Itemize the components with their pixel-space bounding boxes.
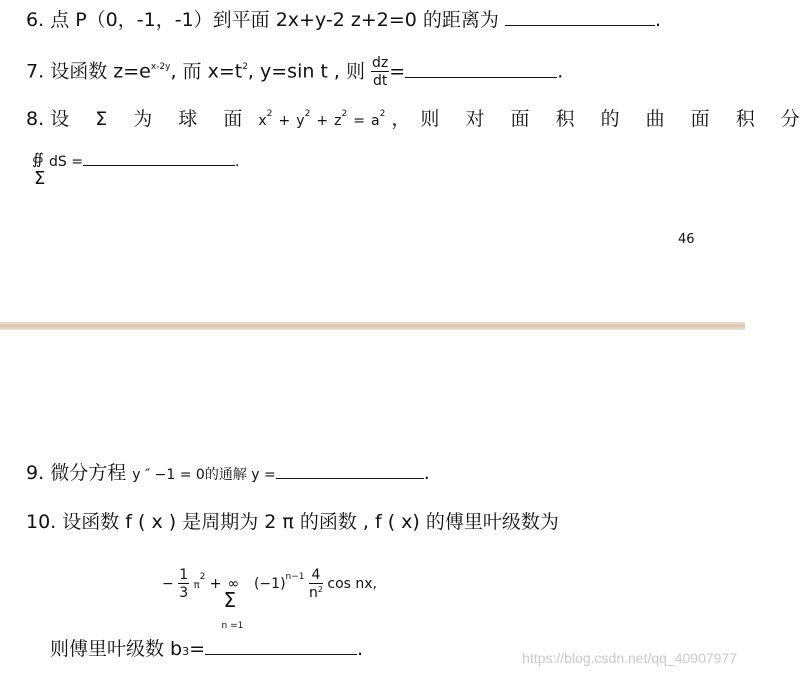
series-sign-exp: n−1: [285, 572, 305, 582]
page-top: [0, 0, 810, 322]
q10-text: 设函数 f ( x ) 是周期为 2 π 的函数 , f ( x) 的傅里叶级数为: [62, 511, 559, 533]
q9-answer-blank[interactable]: [276, 460, 424, 479]
series-term-fraction: [309, 568, 323, 600]
q10-answer-blank[interactable]: [205, 636, 357, 655]
q6-number: 6.: [26, 9, 45, 31]
surface-integral-symbol: [32, 150, 50, 190]
q8-equals: =: [353, 113, 365, 129]
q10b-equals: =: [189, 638, 206, 660]
q8-a: a: [371, 113, 380, 129]
q9-text-b: 的通解 y =: [204, 467, 276, 483]
page-divider: [0, 322, 745, 330]
q7-equals: =: [389, 60, 406, 83]
page-bottom: [0, 330, 745, 678]
question-10-b3: [50, 636, 363, 664]
summation-symbol: [221, 560, 250, 631]
series-term-den: [309, 584, 323, 600]
q8-plus-2: +: [316, 113, 329, 129]
q8-x: x: [258, 113, 267, 129]
q7-period: .: [557, 60, 564, 83]
series-tail: cos nx,: [327, 576, 378, 592]
q6-answer-blank[interactable]: [505, 7, 655, 26]
series-coef-den: 3: [179, 585, 189, 601]
q7-mid: , 而 x=t: [170, 60, 243, 83]
q10b-text: 则傅里叶级数 b: [50, 638, 183, 660]
q9-equation: y ″ −1 = 0: [132, 467, 205, 483]
q8-z-sq: 2: [341, 109, 348, 119]
q8-y: y: [296, 113, 305, 129]
page-number: 46: [678, 232, 695, 247]
q8-a-sq: 2: [379, 109, 386, 119]
q10b-subscript: 3: [182, 645, 190, 658]
summation-lower-limit: n =1: [221, 621, 244, 631]
q8-number: 8.: [26, 108, 45, 130]
q6-period: .: [654, 9, 661, 31]
q8-text-a: 设 Σ 为 球 面: [50, 108, 253, 130]
series-plus: +: [209, 576, 222, 592]
q8-plus-1: +: [278, 113, 291, 129]
q8b-period: .: [234, 154, 240, 170]
question-7: [26, 56, 563, 88]
q6-text: 点 P（0，-1，-1）到平面 2x+y-2 z+2=0 的距离为: [50, 9, 499, 31]
surface-integral-icon: ∯: [32, 150, 44, 168]
question-8-integral: [49, 150, 239, 174]
q10b-period: .: [357, 638, 364, 660]
series-sign-term: (−1): [253, 576, 286, 592]
q9-text-a: 微分方程: [50, 462, 127, 484]
q10-number: 10.: [26, 511, 57, 533]
q7-frac-den: dt: [372, 73, 388, 89]
question-10: [26, 510, 559, 534]
summation-icon: Σ: [223, 588, 237, 612]
series-coef-num: 1: [179, 567, 189, 583]
q8-y-sq: 2: [304, 109, 311, 119]
question-8: [26, 107, 810, 135]
q7-derivative-fraction: [371, 56, 389, 88]
series-term-den-exp: 2: [317, 585, 323, 594]
series-coef-fraction: [178, 568, 189, 600]
q7-t-squared: 2: [242, 61, 248, 72]
q7-frac-num: dz: [372, 55, 389, 71]
q8-z: z: [334, 113, 342, 129]
fourier-series-formula: [162, 556, 378, 631]
sigma-icon: Σ: [34, 168, 46, 189]
question-9: [26, 460, 430, 487]
series-minus: −: [162, 576, 174, 592]
q7-exponent: x-2y: [150, 61, 171, 72]
q7-pre: 设函数 z=e: [50, 60, 151, 83]
q7-number: 7.: [26, 60, 45, 83]
q7-post: , y=sin t , 则: [247, 60, 365, 83]
q8-text-b: ，则 对 面 积 的 曲 面 积 分: [391, 108, 810, 130]
infinity-icon: ∞: [227, 576, 240, 592]
q8-x-sq: 2: [266, 109, 273, 119]
q9-number: 9.: [26, 462, 45, 484]
q9-period: .: [423, 462, 430, 484]
q7-answer-blank[interactable]: [405, 59, 557, 78]
question-6: [26, 7, 661, 32]
series-term-n: n: [308, 585, 318, 601]
series-pi: π: [193, 580, 200, 591]
series-pi-sq: 2: [199, 572, 206, 582]
q8-answer-blank[interactable]: [83, 151, 235, 166]
q8b-text: dS =: [49, 154, 83, 170]
watermark: https://blog.csdn.net/qq_40907977: [522, 650, 737, 666]
series-term-num: 4: [309, 568, 323, 584]
